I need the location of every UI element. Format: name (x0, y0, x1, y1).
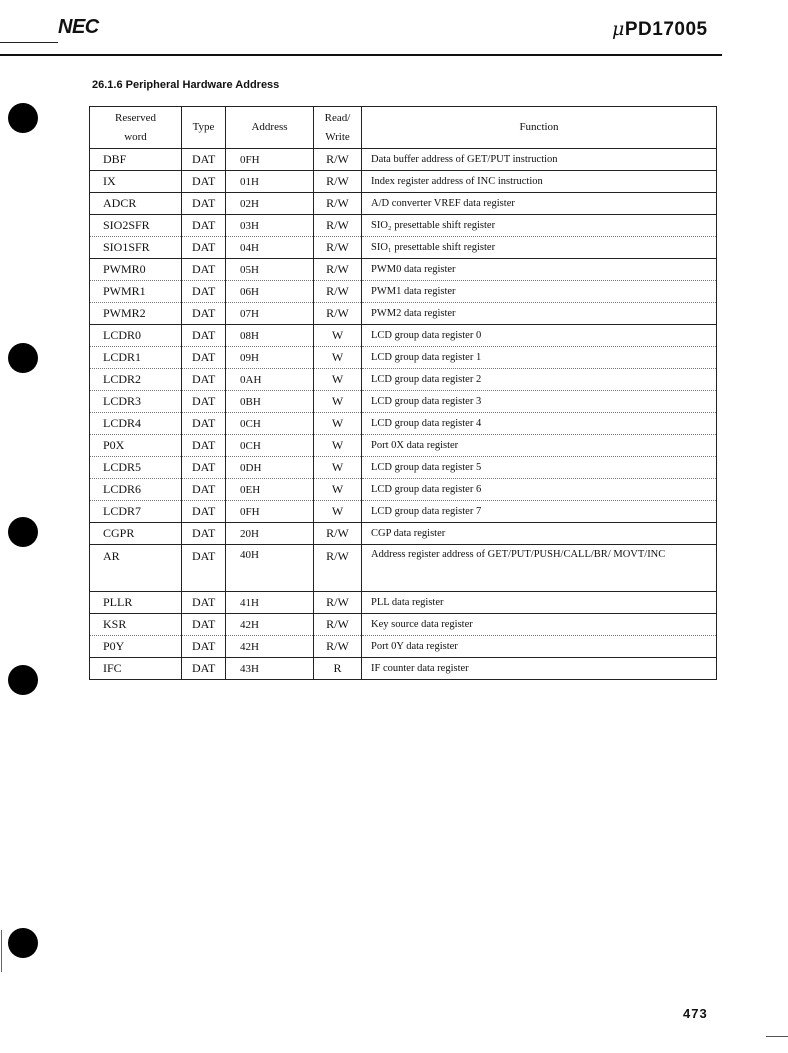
header-rule (0, 54, 722, 56)
table-row (90, 614, 717, 636)
table-row (90, 658, 717, 680)
rw-cell: R/W (314, 193, 362, 215)
reserved-word-cell: AR (90, 545, 182, 592)
type-cell: DAT (182, 501, 226, 523)
type-cell: DAT (182, 347, 226, 369)
rw-cell: W (314, 435, 362, 457)
address-cell: 08H (226, 325, 314, 347)
type-cell: DAT (182, 413, 226, 435)
col-reserved-label: Reserved (115, 111, 156, 124)
reserved-word-cell: LCDR5 (90, 457, 182, 479)
table-row (90, 325, 717, 347)
rw-cell: W (314, 391, 362, 413)
table-row (90, 347, 717, 369)
address-cell: 03H (226, 215, 314, 237)
rw-cell: W (314, 501, 362, 523)
address-cell: 0EH (226, 479, 314, 501)
function-cell: PWM0 data register (362, 259, 717, 281)
table-row (90, 149, 717, 171)
reserved-word-cell: P0Y (90, 636, 182, 658)
address-cell: 0CH (226, 413, 314, 435)
function-cell: Data buffer address of GET/PUT instruction (362, 149, 717, 171)
rw-cell: W (314, 479, 362, 501)
reserved-word-cell: PLLR (90, 592, 182, 614)
function-cell: Address register address of GET/PUT/PUSH/CALL/BR/ MOVT/INC (362, 545, 717, 592)
peripheral-address-table (89, 106, 717, 680)
type-cell: DAT (182, 369, 226, 391)
col-reserved-word (90, 107, 182, 149)
address-cell: 41H (226, 592, 314, 614)
address-cell: 06H (226, 281, 314, 303)
table-row (90, 545, 717, 592)
function-cell: Index register address of INC instruction (362, 171, 717, 193)
address-cell: 05H (226, 259, 314, 281)
table-row (90, 523, 717, 545)
type-cell: DAT (182, 281, 226, 303)
rw-cell: R/W (314, 281, 362, 303)
type-cell: DAT (182, 325, 226, 347)
function-cell: LCD group data register 5 (362, 457, 717, 479)
reserved-word-cell: LCDR2 (90, 369, 182, 391)
function-cell: CGP data register (362, 523, 717, 545)
brand-logo: NEC (58, 16, 99, 38)
function-cell: Key source data register (362, 614, 717, 636)
reserved-word-cell: P0X (90, 435, 182, 457)
table-header-row (90, 107, 717, 149)
rw-cell: R/W (314, 636, 362, 658)
function-cell: SIO₂ presettable shift register (362, 215, 717, 237)
part-number-text: PD17005 (624, 19, 708, 40)
type-cell: DAT (182, 435, 226, 457)
type-cell: DAT (182, 149, 226, 171)
col-address: Address (226, 107, 314, 149)
table-row (90, 215, 717, 237)
table-row (90, 592, 717, 614)
part-prefix: μ (612, 18, 625, 40)
binder-hole (8, 517, 38, 547)
rw-cell: W (314, 347, 362, 369)
reserved-word-cell: LCDR6 (90, 479, 182, 501)
type-cell: DAT (182, 391, 226, 413)
table-row (90, 237, 717, 259)
table-row (90, 457, 717, 479)
table-row (90, 435, 717, 457)
reserved-word-cell: LCDR3 (90, 391, 182, 413)
page-header (0, 14, 788, 44)
address-cell: 0CH (226, 435, 314, 457)
function-cell: SIO₁ presettable shift register (362, 237, 717, 259)
table-row (90, 259, 717, 281)
function-cell: PLL data register (362, 592, 717, 614)
rw-cell: R/W (314, 545, 362, 592)
function-cell: Port 0Y data register (362, 636, 717, 658)
function-cell: LCD group data register 1 (362, 347, 717, 369)
type-cell: DAT (182, 479, 226, 501)
type-cell: DAT (182, 592, 226, 614)
reserved-word-cell: LCDR4 (90, 413, 182, 435)
col-write-label: Write (325, 130, 350, 143)
rw-cell: R/W (314, 149, 362, 171)
type-cell: DAT (182, 259, 226, 281)
rw-cell: R/W (314, 614, 362, 636)
type-cell: DAT (182, 614, 226, 636)
section-title: 26.1.6 Peripheral Hardware Address (92, 79, 280, 91)
binder-hole (8, 343, 38, 373)
col-type: Type (182, 107, 226, 149)
col-read-label: Read/ (324, 111, 351, 124)
address-cell: 02H (226, 193, 314, 215)
function-cell: A/D converter VREF data register (362, 193, 717, 215)
table-row (90, 369, 717, 391)
type-cell: DAT (182, 636, 226, 658)
header-left-rule (0, 42, 58, 43)
reserved-word-cell: DBF (90, 149, 182, 171)
rw-cell: R/W (314, 259, 362, 281)
footer-rule (766, 1036, 788, 1037)
table-row (90, 281, 717, 303)
rw-cell: R/W (314, 215, 362, 237)
address-cell: 01H (226, 171, 314, 193)
function-cell: LCD group data register 2 (362, 369, 717, 391)
function-cell: LCD group data register 3 (362, 391, 717, 413)
function-cell: LCD group data register 6 (362, 479, 717, 501)
rw-cell: W (314, 457, 362, 479)
rw-cell: R/W (314, 237, 362, 259)
address-cell: 42H (226, 636, 314, 658)
table-row (90, 479, 717, 501)
page-number: 473 (683, 1006, 708, 1021)
binder-hole (8, 928, 38, 958)
address-cell: 04H (226, 237, 314, 259)
address-cell: 0BH (226, 391, 314, 413)
address-cell: 20H (226, 523, 314, 545)
table-row (90, 501, 717, 523)
function-cell: LCD group data register 4 (362, 413, 717, 435)
address-cell: 42H (226, 614, 314, 636)
col-function: Function (362, 107, 717, 149)
address-cell: 0DH (226, 457, 314, 479)
table-row (90, 636, 717, 658)
reserved-word-cell: SIO1SFR (90, 237, 182, 259)
reserved-word-cell: CGPR (90, 523, 182, 545)
function-cell: LCD group data register 0 (362, 325, 717, 347)
address-cell: 43H (226, 658, 314, 680)
col-word-label: word (124, 130, 147, 143)
type-cell: DAT (182, 237, 226, 259)
function-cell: PWM2 data register (362, 303, 717, 325)
type-cell: DAT (182, 215, 226, 237)
col-read-write (314, 107, 362, 149)
table-row (90, 413, 717, 435)
rw-cell: R (314, 658, 362, 680)
rw-cell: R/W (314, 171, 362, 193)
reserved-word-cell: ADCR (90, 193, 182, 215)
table-row (90, 303, 717, 325)
reserved-word-cell: KSR (90, 614, 182, 636)
reserved-word-cell: PWMR0 (90, 259, 182, 281)
function-cell: PWM1 data register (362, 281, 717, 303)
function-cell: LCD group data register 7 (362, 501, 717, 523)
type-cell: DAT (182, 658, 226, 680)
reserved-word-cell: PWMR2 (90, 303, 182, 325)
function-cell: Port 0X data register (362, 435, 717, 457)
scan-edge-mark (1, 930, 2, 972)
reserved-word-cell: PWMR1 (90, 281, 182, 303)
reserved-word-cell: LCDR7 (90, 501, 182, 523)
address-cell: 09H (226, 347, 314, 369)
type-cell: DAT (182, 303, 226, 325)
type-cell: DAT (182, 545, 226, 592)
part-number (612, 18, 708, 41)
rw-cell: W (314, 325, 362, 347)
address-cell: 0FH (226, 149, 314, 171)
address-cell: 07H (226, 303, 314, 325)
reserved-word-cell: IX (90, 171, 182, 193)
reserved-word-cell: LCDR0 (90, 325, 182, 347)
reserved-word-cell: LCDR1 (90, 347, 182, 369)
binder-hole (8, 103, 38, 133)
rw-cell: W (314, 413, 362, 435)
type-cell: DAT (182, 171, 226, 193)
table-row (90, 193, 717, 215)
function-cell: IF counter data register (362, 658, 717, 680)
table-row (90, 171, 717, 193)
address-cell: 0AH (226, 369, 314, 391)
reserved-word-cell: IFC (90, 658, 182, 680)
rw-cell: R/W (314, 523, 362, 545)
type-cell: DAT (182, 193, 226, 215)
rw-cell: R/W (314, 592, 362, 614)
type-cell: DAT (182, 457, 226, 479)
rw-cell: W (314, 369, 362, 391)
rw-cell: R/W (314, 303, 362, 325)
type-cell: DAT (182, 523, 226, 545)
binder-hole (8, 665, 38, 695)
address-cell: 0FH (226, 501, 314, 523)
address-cell: 40H (226, 545, 314, 592)
table-row (90, 391, 717, 413)
reserved-word-cell: SIO2SFR (90, 215, 182, 237)
